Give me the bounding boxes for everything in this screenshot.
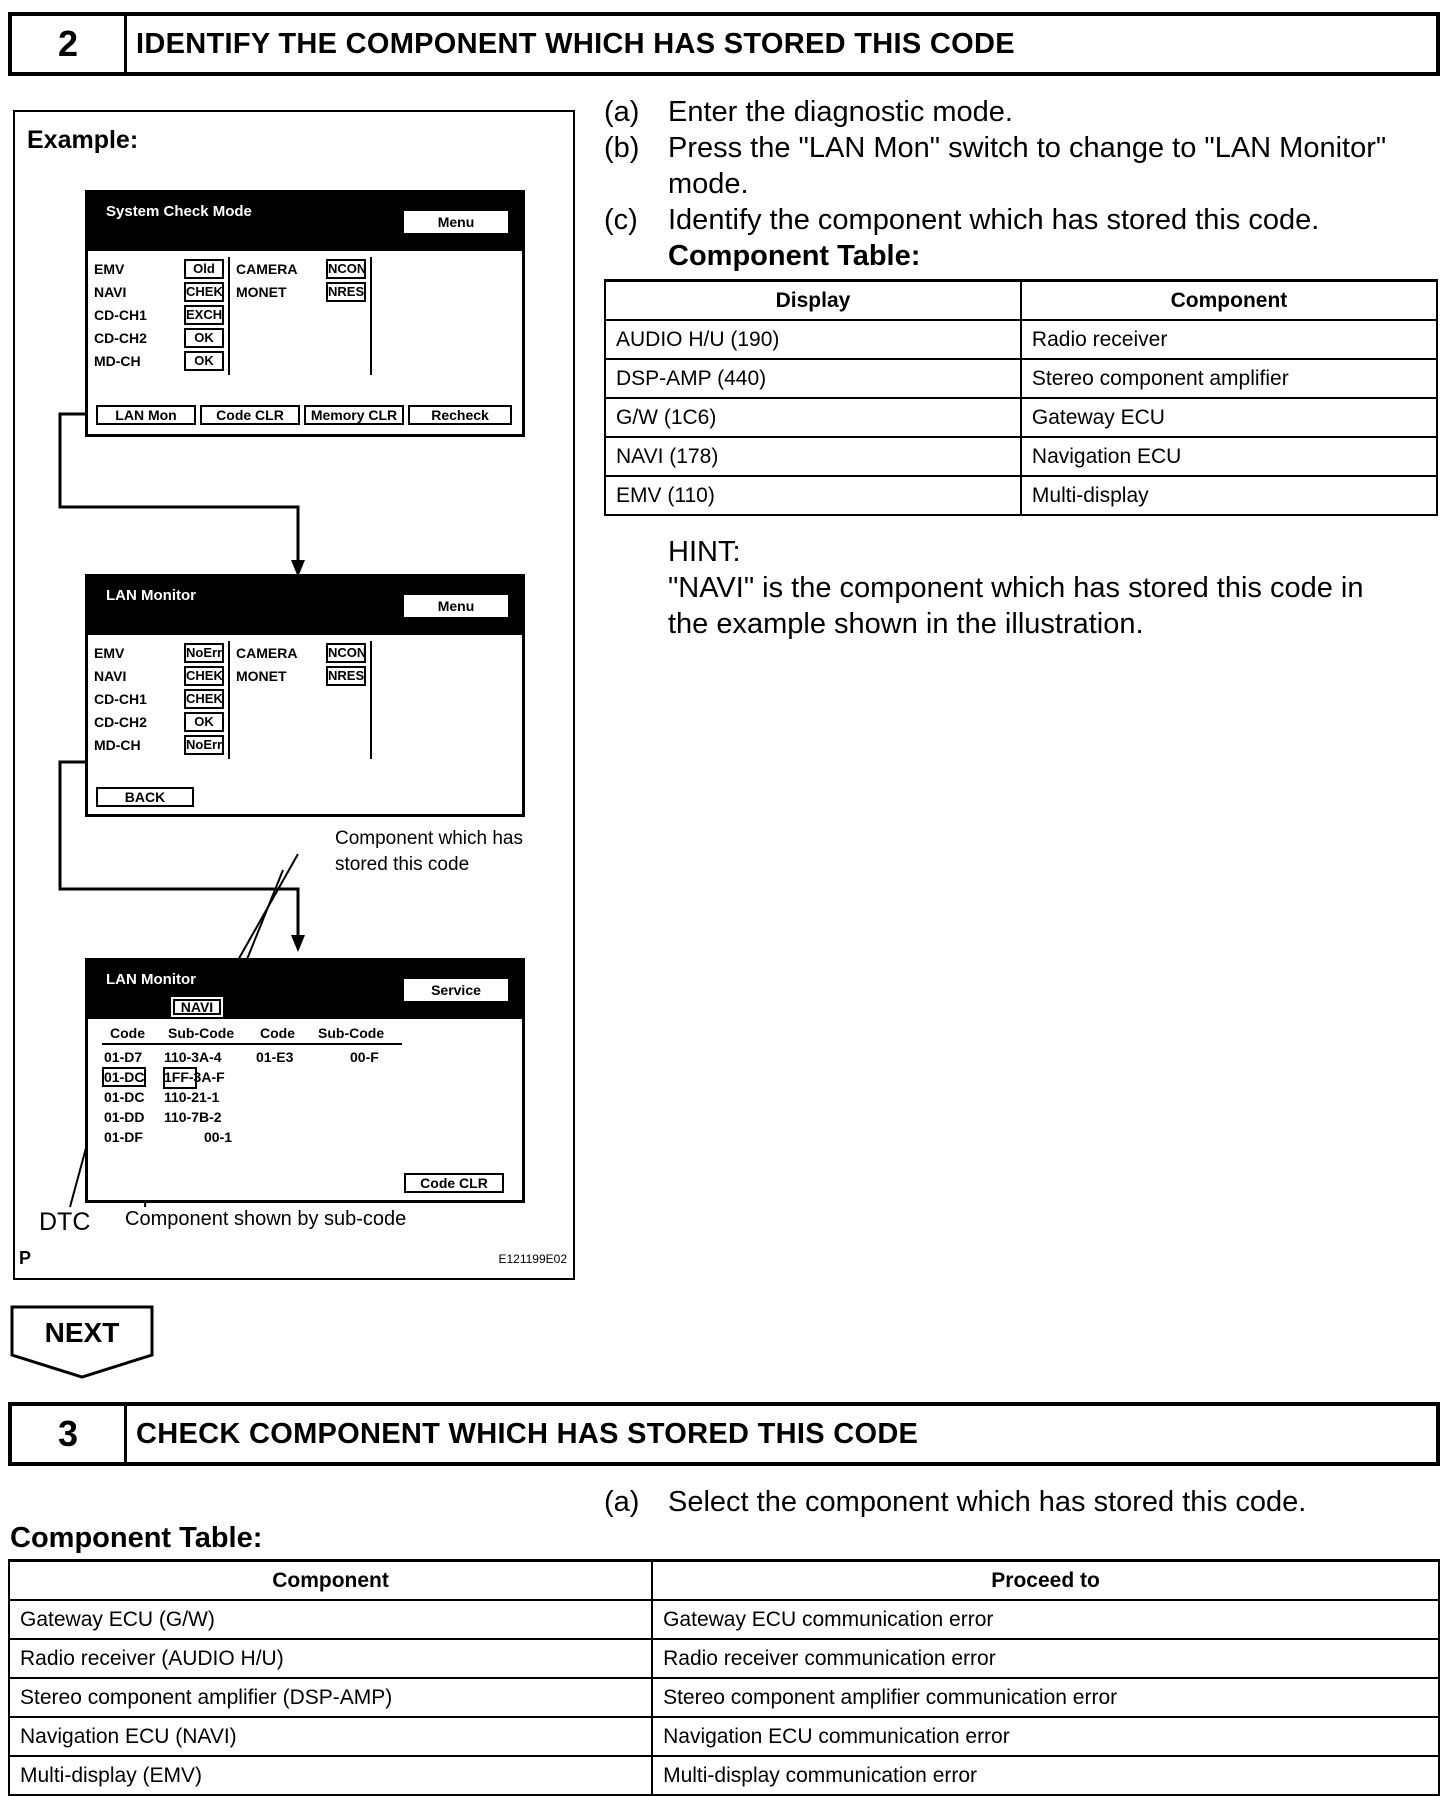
table-cell: 110-21-1 bbox=[164, 1089, 220, 1105]
component-table-caption: Component Table: bbox=[668, 240, 921, 272]
back-button[interactable]: BACK bbox=[96, 787, 194, 807]
column-header: Component bbox=[1021, 281, 1437, 321]
subcode-highlight bbox=[163, 1067, 197, 1089]
table-cell: Gateway ECU bbox=[1021, 398, 1437, 437]
row-label: EMV bbox=[94, 261, 125, 277]
divider bbox=[228, 257, 230, 375]
table-cell: 110-3A-4 bbox=[164, 1049, 222, 1065]
row-label: EMV bbox=[94, 645, 125, 661]
column-header: Proceed to bbox=[652, 1561, 1439, 1601]
lan-monitor-detail-screen bbox=[85, 958, 525, 1203]
row-label: CAMERA bbox=[236, 645, 298, 661]
row-label: MONET bbox=[236, 284, 287, 300]
column-header: Sub-Code bbox=[318, 1025, 385, 1041]
step-title: IDENTIFY THE COMPONENT WHICH HAS STORED THIS CODE bbox=[136, 27, 1015, 60]
lan-mon-button[interactable]: LAN Mon bbox=[96, 405, 196, 425]
screen-title: LAN Monitor bbox=[106, 587, 196, 604]
recheck-button[interactable]: Recheck bbox=[408, 405, 512, 425]
navi-sub-label: NAVI bbox=[171, 997, 223, 1017]
table-row bbox=[9, 1717, 1439, 1756]
status-badge: EXCH bbox=[184, 305, 224, 325]
table-cell: Multi-display bbox=[1021, 476, 1437, 515]
screen-title-bar bbox=[88, 961, 522, 1019]
table-row bbox=[605, 320, 1437, 359]
table-cell: 01-DF bbox=[104, 1129, 143, 1145]
status-badge: CHEK bbox=[184, 689, 224, 709]
status-badge: CHEK bbox=[184, 666, 224, 686]
status-badge: OK bbox=[184, 712, 224, 732]
column-header: Display bbox=[605, 281, 1021, 321]
column-header: Component bbox=[9, 1561, 652, 1601]
status-badge: NCON bbox=[326, 259, 366, 279]
screen-title-bar bbox=[88, 193, 522, 251]
table-cell: 1FF-3A-F bbox=[164, 1069, 225, 1085]
component-table-1 bbox=[604, 279, 1438, 516]
screen-title: System Check Mode bbox=[106, 203, 252, 220]
row-label: NAVI bbox=[94, 284, 127, 300]
table-cell: 01-DD bbox=[104, 1109, 145, 1125]
table-cell: Navigation ECU bbox=[1021, 437, 1437, 476]
table-cell: Stereo component amplifier bbox=[1021, 359, 1437, 398]
status-badge: OK bbox=[184, 351, 224, 371]
table-cell: 01-D7 bbox=[104, 1049, 143, 1065]
table-cell: AUDIO H/U (190) bbox=[605, 320, 1021, 359]
table-cell: 01-E3 bbox=[256, 1049, 294, 1065]
component-table-caption: Component Table: bbox=[10, 1522, 263, 1554]
example-label: Example: bbox=[27, 126, 139, 154]
memory-clr-button[interactable]: Memory CLR bbox=[304, 405, 404, 425]
status-badge: CHEK bbox=[184, 282, 224, 302]
row-label: NAVI bbox=[94, 668, 127, 684]
table-cell: 110-7B-2 bbox=[164, 1109, 222, 1125]
table-row bbox=[605, 359, 1437, 398]
table-row bbox=[605, 437, 1437, 476]
menu-button[interactable]: Menu bbox=[404, 211, 508, 233]
divider bbox=[228, 641, 230, 759]
step-title: CHECK COMPONENT WHICH HAS STORED THIS CODE bbox=[136, 1417, 919, 1450]
dtc-cell: 01-DC bbox=[104, 1069, 145, 1085]
status-badge: NoErr bbox=[184, 735, 224, 755]
code-clr-button[interactable]: Code CLR bbox=[404, 1173, 504, 1193]
table-row bbox=[605, 476, 1437, 515]
status-badge: NCON bbox=[326, 643, 366, 663]
instruction-letter: (a) bbox=[604, 1486, 640, 1518]
status-badge: NRES bbox=[326, 282, 366, 302]
table-cell: Navigation ECU communication error bbox=[652, 1717, 1439, 1756]
column-header: Sub-Code bbox=[168, 1025, 235, 1041]
step-number: 2 bbox=[12, 16, 127, 72]
table-cell: 00-1 bbox=[204, 1129, 233, 1145]
instruction-text: Enter the diagnostic mode. bbox=[668, 96, 1013, 128]
callout-component-line2: stored this code bbox=[335, 854, 470, 875]
table-cell: Stereo component amplifier (DSP-AMP) bbox=[9, 1678, 652, 1717]
table-cell: Multi-display (EMV) bbox=[9, 1756, 652, 1795]
table-cell: Gateway ECU communication error bbox=[652, 1600, 1439, 1639]
callout-component-line1: Component which has bbox=[335, 828, 523, 849]
status-badge: NRES bbox=[326, 666, 366, 686]
example-illustration bbox=[13, 110, 575, 1280]
service-button[interactable]: Service bbox=[404, 979, 508, 1001]
system-check-mode-screen bbox=[85, 190, 525, 437]
table-cell: DSP-AMP (440) bbox=[605, 359, 1021, 398]
instruction-text: Select the component which has stored this code. bbox=[668, 1486, 1307, 1518]
table-cell: 00-F bbox=[350, 1049, 379, 1065]
hint-line-2: the example shown in the illustration. bbox=[668, 608, 1144, 640]
row-label: CD-CH2 bbox=[94, 714, 147, 730]
callout-subcode: Component shown by sub-code bbox=[125, 1208, 407, 1230]
row-label: MONET bbox=[236, 668, 287, 684]
hint-line-1: "NAVI" is the component which has stored this code in bbox=[668, 572, 1364, 604]
table-cell: Gateway ECU (G/W) bbox=[9, 1600, 652, 1639]
row-label: MD-CH bbox=[94, 353, 141, 369]
status-badge: OK bbox=[184, 328, 224, 348]
instruction-text: Press the "LAN Mon" switch to change to "LAN Monitor" bbox=[668, 132, 1387, 164]
row-label: CAMERA bbox=[236, 261, 298, 277]
divider bbox=[370, 257, 372, 375]
instruction-letter: (c) bbox=[604, 204, 638, 236]
table-row bbox=[605, 398, 1437, 437]
instruction-letter: (a) bbox=[604, 96, 640, 128]
step-number: 3 bbox=[12, 1406, 127, 1462]
table-cell: Navigation ECU (NAVI) bbox=[9, 1717, 652, 1756]
column-header: Code bbox=[260, 1025, 295, 1041]
table-row bbox=[9, 1639, 1439, 1678]
table-cell: Stereo component amplifier communication error bbox=[652, 1678, 1439, 1717]
hint-label: HINT: bbox=[668, 536, 741, 568]
table-cell: 01-DC bbox=[104, 1089, 145, 1105]
instruction-letter: (b) bbox=[604, 132, 640, 164]
table-cell: Multi-display communication error bbox=[652, 1756, 1439, 1795]
instruction-text: mode. bbox=[668, 168, 749, 200]
status-badge: Old bbox=[184, 259, 224, 279]
status-badge: NoErr bbox=[184, 643, 224, 663]
row-label: CD-CH1 bbox=[94, 307, 147, 323]
menu-button[interactable]: Menu bbox=[404, 595, 508, 617]
component-table-2 bbox=[8, 1559, 1440, 1796]
table-cell: EMV (110) bbox=[605, 476, 1021, 515]
table-row bbox=[9, 1600, 1439, 1639]
table-row bbox=[9, 1756, 1439, 1795]
callout-dtc: DTC bbox=[39, 1208, 91, 1236]
row-label: MD-CH bbox=[94, 737, 141, 753]
next-label: NEXT bbox=[44, 1317, 120, 1348]
header-rule bbox=[102, 1043, 402, 1045]
table-cell: Radio receiver (AUDIO H/U) bbox=[9, 1639, 652, 1678]
table-cell: NAVI (178) bbox=[605, 437, 1021, 476]
next-button[interactable] bbox=[10, 1305, 154, 1384]
table-row bbox=[9, 1678, 1439, 1717]
table-cell: Radio receiver bbox=[1021, 320, 1437, 359]
screen-title: LAN Monitor bbox=[106, 971, 196, 988]
lan-monitor-screen bbox=[85, 574, 525, 817]
divider bbox=[370, 641, 372, 759]
code-clr-button[interactable]: Code CLR bbox=[200, 405, 300, 425]
corner-p: P bbox=[19, 1248, 32, 1268]
screen-title-bar bbox=[88, 577, 522, 635]
row-label: CD-CH1 bbox=[94, 691, 147, 707]
row-label: CD-CH2 bbox=[94, 330, 147, 346]
step-3-header bbox=[8, 1402, 1440, 1466]
table-cell: G/W (1C6) bbox=[605, 398, 1021, 437]
table-cell: Radio receiver communication error bbox=[652, 1639, 1439, 1678]
step-2-header bbox=[8, 12, 1440, 76]
figure-id: E121199E02 bbox=[498, 1252, 567, 1266]
column-header: Code bbox=[110, 1025, 145, 1041]
instruction-text: Identify the component which has stored this code. bbox=[668, 204, 1320, 236]
